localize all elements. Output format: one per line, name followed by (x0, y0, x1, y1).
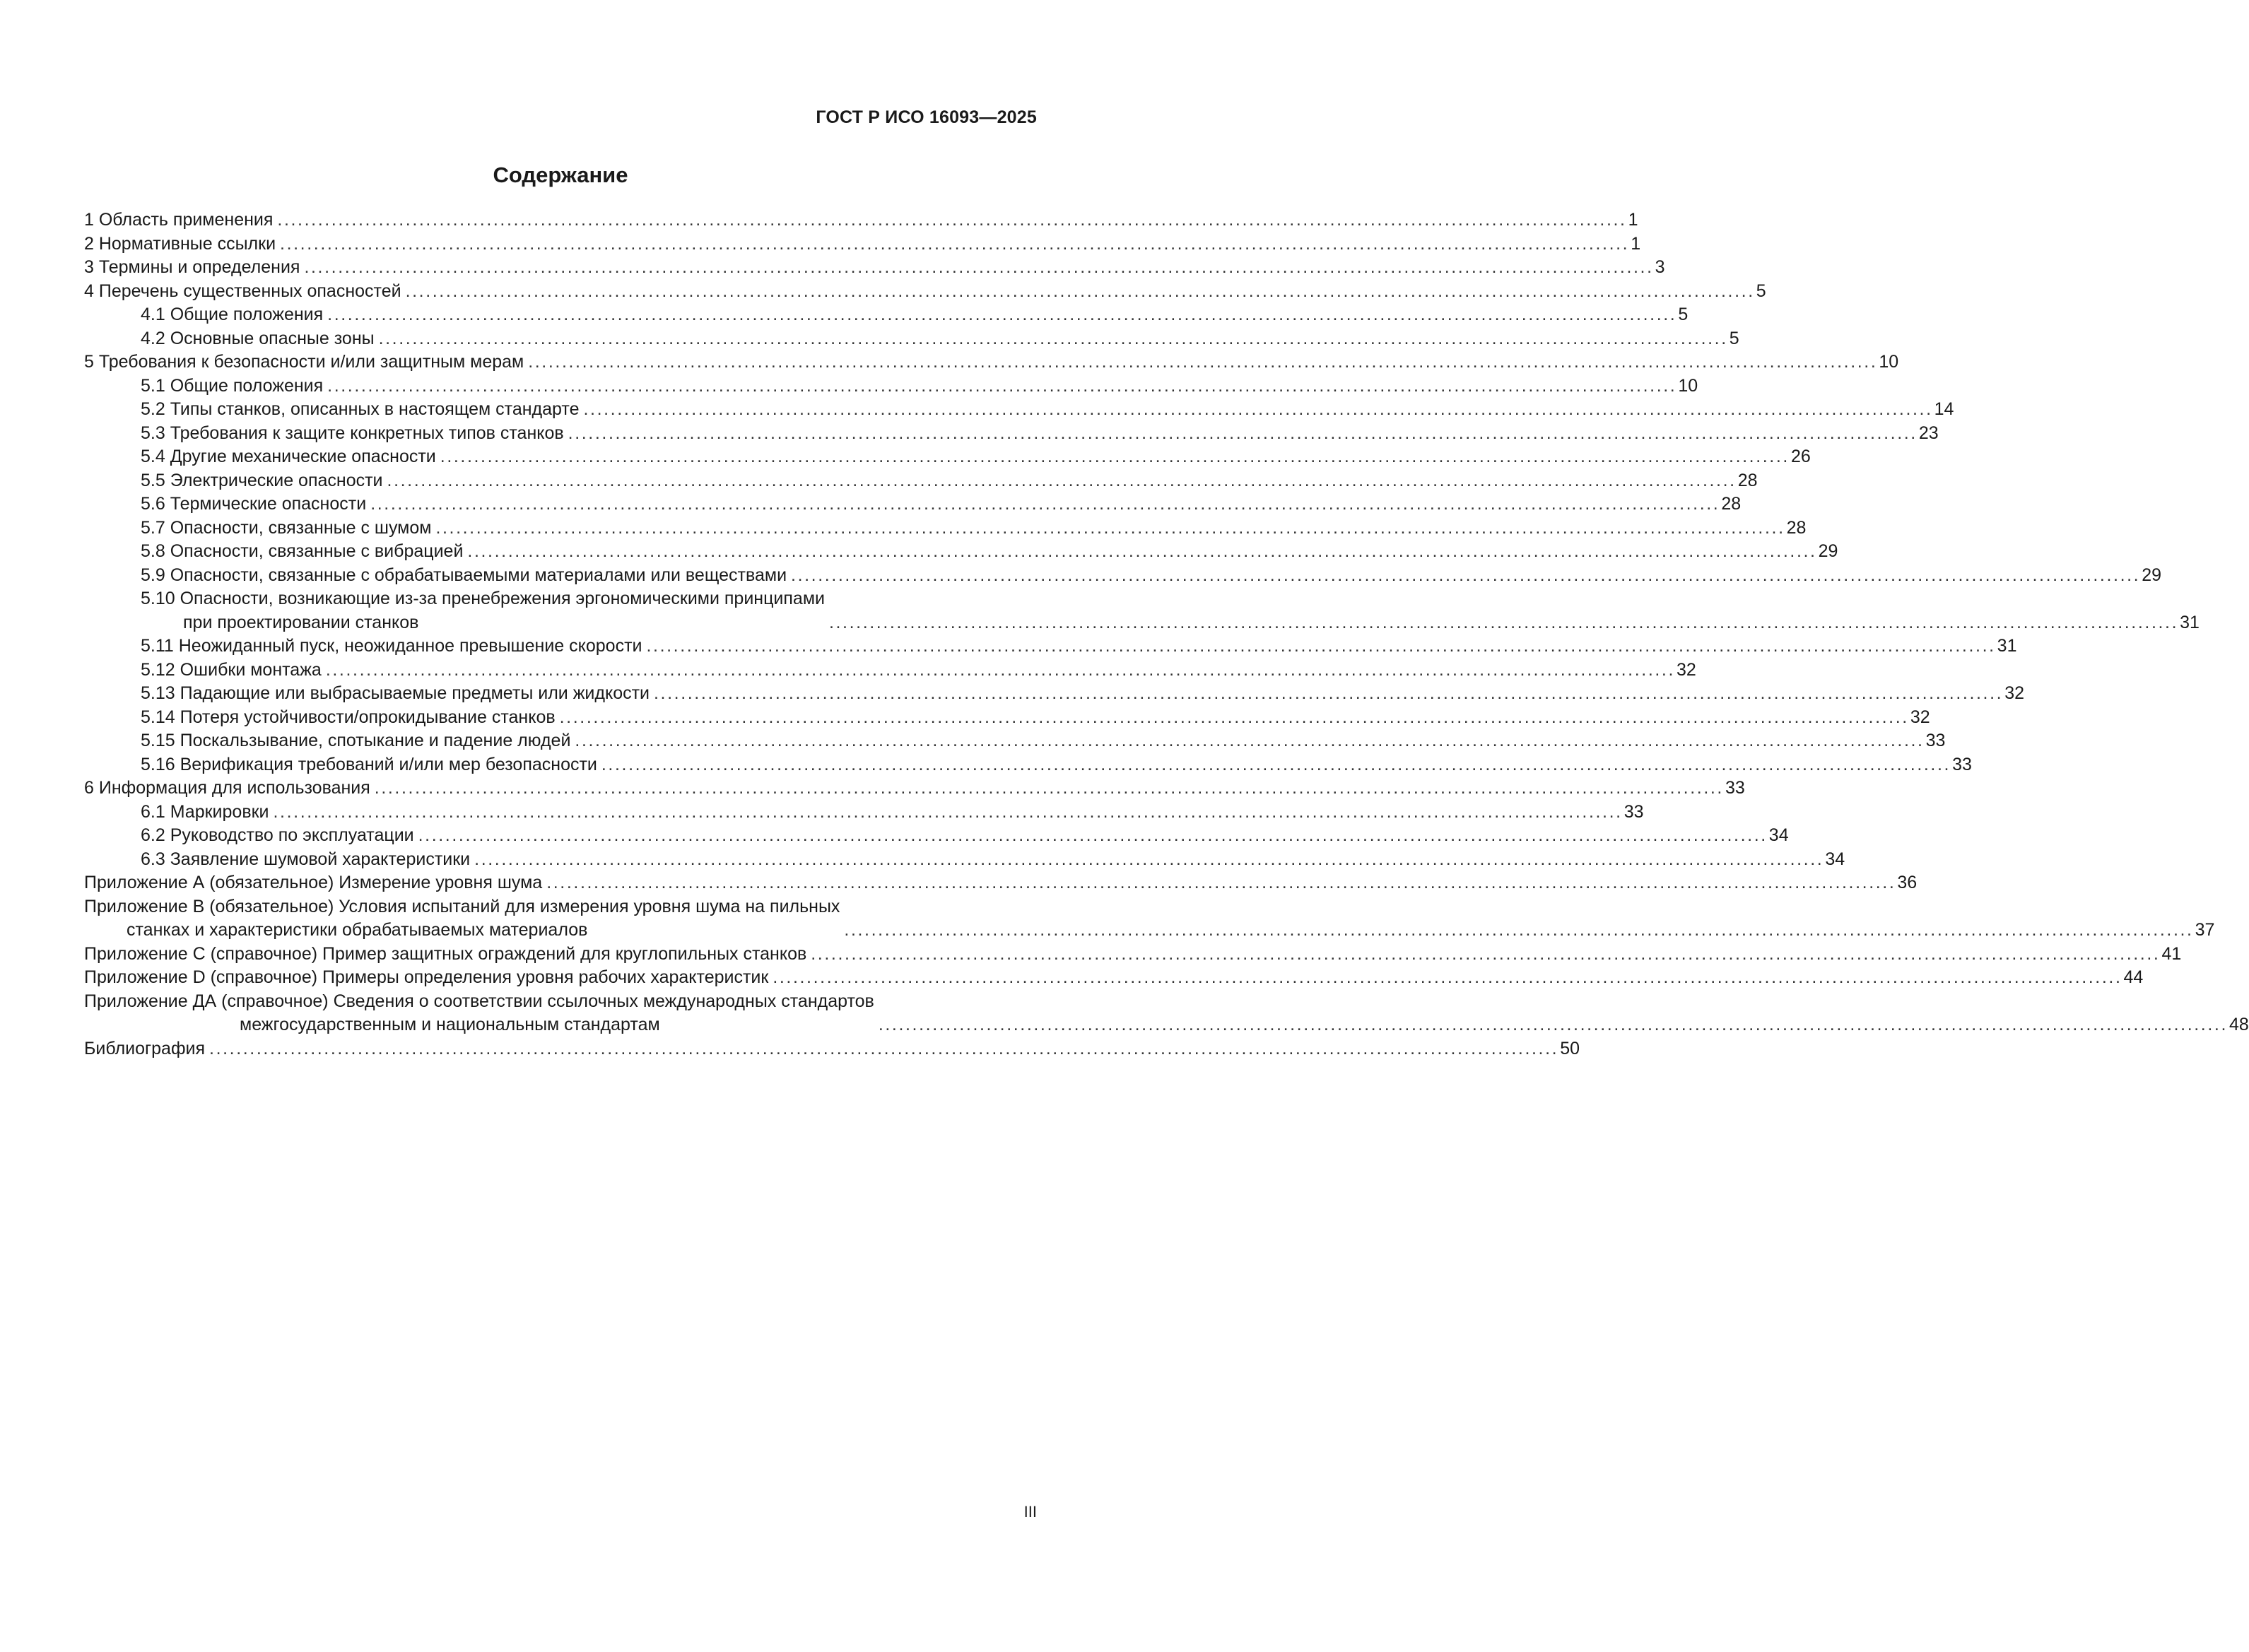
toc-entry[interactable] (84, 801, 1644, 825)
dot-leader: ........................................................................................................................................................................................................ (209, 1038, 1559, 1058)
toc-entry-page: 33 (1925, 731, 1946, 750)
toc-entry-title: 6.3 Заявление шумовой характеристики (141, 849, 471, 869)
toc-entry-page: 10 (1879, 352, 1899, 372)
dot-leader: ........................................................................................................................................................................................................ (387, 470, 1737, 490)
toc-entry-title: 5.6 Термические опасности (141, 494, 367, 514)
toc-entry-title: 5.11 Неожиданный пуск, неожиданное превышение скорости (141, 636, 642, 656)
dot-leader: ........................................................................................................................................................................................................ (280, 233, 1630, 254)
toc-entry-page: 44 (2123, 967, 2144, 987)
toc-entry[interactable] (84, 445, 1811, 469)
toc-entry[interactable] (84, 303, 1689, 327)
dot-leader: ........................................................................................................................................................................................................ (327, 375, 1677, 396)
toc-entry-page: 5 (1756, 281, 1766, 301)
toc-entry[interactable] (84, 1037, 1580, 1061)
dot-leader: ........................................................................................................................................................................................................ (828, 612, 2179, 632)
toc-entry-page: 28 (1786, 517, 1807, 538)
dot-leader: ........................................................................................................................................................................................................ (378, 328, 1728, 348)
toc-entry-title: 5.14 Потеря устойчивости/опрокидывание станков (141, 707, 556, 727)
toc-entry-page: 33 (1725, 778, 1745, 798)
toc-entry-page: 29 (1818, 541, 1838, 561)
toc-entry-page: 3 (1655, 257, 1665, 277)
dot-leader: ........................................................................................................................................................................................................ (575, 731, 1925, 750)
toc-entry-title: 5.9 Опасности, связанные с обрабатываемыми материалами или веществами (141, 565, 787, 585)
toc-entry[interactable] (84, 422, 1939, 446)
toc-entry[interactable] (84, 492, 1742, 517)
dot-leader: ........................................................................................................................................................................................................ (304, 257, 1654, 277)
dot-leader: ........................................................................................................................................................................................................ (878, 1015, 2228, 1034)
toc-entry-title: 3 Термины и определения (84, 257, 300, 277)
toc-entry-title-continuation: станках и характеристики обрабатываемых материалов (127, 920, 588, 940)
dot-leader: ........................................................................................................................................................................................................ (370, 494, 1720, 514)
toc-entry-title: 5.8 Опасности, связанные с вибрацией (141, 541, 464, 561)
dot-leader: ........................................................................................................................................................................................................ (327, 305, 1677, 324)
dot-leader: ........................................................................................................................................................................................................ (583, 399, 1933, 419)
toc-entry-page: 32 (1910, 707, 1930, 727)
table-of-contents (84, 208, 2249, 1061)
toc-entry-title: 1 Область применения (84, 210, 274, 230)
toc-entry-title: 5.2 Типы станков, описанных в настоящем стандарте (141, 399, 580, 419)
dot-leader: ........................................................................................................................................................................................................ (374, 778, 1724, 798)
dot-leader: ........................................................................................................................................................................................................ (773, 967, 2122, 987)
toc-entry-title: 2 Нормативные ссылки (84, 233, 276, 254)
toc-entry-title: 4.1 Общие положения (141, 305, 324, 324)
toc-entry-page: 33 (1952, 754, 1972, 774)
dot-leader: ........................................................................................................................................................................................................ (811, 943, 2161, 964)
dot-leader: ........................................................................................................................................................................................................ (277, 210, 1627, 230)
toc-entry-page: 32 (1677, 659, 1696, 680)
dot-leader: ........................................................................................................................................................................................................ (559, 707, 1909, 727)
toc-heading: Содержание (493, 163, 628, 187)
toc-entry-page: 10 (1678, 375, 1698, 396)
toc-entry[interactable] (84, 895, 2215, 943)
dot-leader: ........................................................................................................................................................................................................ (440, 447, 1790, 466)
toc-entry[interactable] (84, 848, 1845, 872)
toc-entry[interactable] (84, 682, 2024, 706)
toc-entry[interactable] (84, 871, 1918, 895)
page-number: III (1023, 1503, 1037, 1521)
toc-entry[interactable] (84, 943, 2182, 967)
toc-entry-title: 5.16 Верификация требований и/или мер безопасности (141, 754, 597, 774)
toc-entry-title: 6 Информация для использования (84, 778, 370, 798)
toc-entry-page: 50 (1560, 1038, 1580, 1058)
toc-entry-title: Приложение D (справочное) Примеры определения уровня рабочих характеристик (84, 967, 769, 987)
toc-entry-title (141, 587, 825, 635)
toc-entry[interactable] (84, 587, 2200, 635)
dot-leader: ........................................................................................................................................................................................................ (546, 873, 1896, 892)
toc-entry-page: 34 (1768, 825, 1789, 845)
toc-entry[interactable] (84, 327, 1739, 351)
dot-leader: ........................................................................................................................................................................................................ (791, 565, 2141, 585)
toc-entry-title-line: Приложение ДА (справочное) Сведения о соответствии ссылочных международных стандартов (84, 991, 874, 1011)
toc-entry[interactable] (84, 540, 1838, 564)
toc-entry-page: 36 (1897, 873, 1918, 892)
toc-entry-title-continuation: при проектировании станков (183, 612, 419, 632)
toc-entry-title: 5.13 Падающие или выбрасываемые предметы или жидкости (141, 683, 650, 703)
toc-entry-title: 5.3 Требования к защите конкретных типов станков (141, 423, 564, 443)
toc-entry-page: 41 (2161, 943, 2182, 964)
dot-leader: ........................................................................................................................................................................................................ (273, 801, 1623, 822)
toc-entry[interactable] (84, 659, 1696, 683)
dot-leader: ........................................................................................................................................................................................................ (601, 754, 1951, 774)
toc-entry-page: 31 (1997, 636, 2017, 656)
toc-entry[interactable] (84, 824, 1789, 848)
dot-leader: ........................................................................................................................................................................................................ (405, 281, 1755, 301)
dot-leader: ........................................................................................................................................................................................................ (474, 849, 1824, 869)
toc-entry-title: 4 Перечень существенных опасностей (84, 281, 401, 301)
toc-entry[interactable] (84, 706, 1930, 730)
toc-entry-page: 1 (1631, 233, 1641, 254)
toc-entry[interactable] (84, 469, 1758, 493)
toc-entry-title: 5.12 Ошибки монтажа (141, 659, 322, 680)
toc-entry-title: 6.2 Руководство по эксплуатации (141, 825, 414, 845)
dot-leader: ........................................................................................................................................................................................................ (844, 920, 2194, 940)
toc-entry[interactable] (84, 374, 1698, 399)
dot-leader: ........................................................................................................................................................................................................ (528, 352, 1878, 372)
toc-entry[interactable] (84, 990, 2249, 1037)
dot-leader: ........................................................................................................................................................................................................ (418, 825, 1768, 845)
toc-entry-page: 5 (1678, 305, 1689, 324)
toc-entry-title-continuation: межгосударственным и национальным стандартам (240, 1015, 660, 1034)
toc-entry-title: 5.4 Другие механические опасности (141, 447, 436, 466)
toc-entry[interactable] (84, 517, 1807, 541)
dot-leader: ........................................................................................................................................................................................................ (467, 541, 1817, 561)
dot-leader: ........................................................................................................................................................................................................ (654, 683, 2004, 703)
toc-entry-title-line: 5.10 Опасности, возникающие из-за пренебрежения эргономическими принципами (141, 589, 825, 608)
toc-entry-title: 5.5 Электрические опасности (141, 470, 383, 490)
toc-entry-page: 14 (1934, 399, 1954, 419)
toc-entry-page: 33 (1623, 801, 1644, 822)
toc-entry-title: Приложение А (обязательное) Измерение уровня шума (84, 873, 543, 892)
toc-entry-title: 5.15 Поскальзывание, спотыкание и падение людей (141, 731, 571, 750)
document-code: ГОСТ Р ИСО 16093—2025 (816, 107, 1037, 127)
toc-entry-title: 4.2 Основные опасные зоны (141, 328, 375, 348)
toc-entry-title: 5.7 Опасности, связанные с шумом (141, 517, 432, 538)
toc-entry[interactable] (84, 232, 1641, 256)
toc-entry[interactable] (84, 350, 1899, 374)
toc-entry-page: 28 (1721, 494, 1742, 514)
toc-entry-title: Библиография (84, 1038, 206, 1058)
dot-leader: ........................................................................................................................................................................................................ (435, 517, 1785, 538)
toc-entry-title (84, 895, 840, 943)
toc-entry-page: 31 (2180, 612, 2200, 632)
toc-entry[interactable] (84, 398, 1954, 422)
toc-entry-page: 37 (2195, 920, 2215, 940)
toc-entry-title: 5 Требования к безопасности и/или защитным мерам (84, 352, 524, 372)
dot-leader: ........................................................................................................................................................................................................ (325, 659, 1676, 680)
toc-entry[interactable] (84, 729, 1946, 753)
toc-entry[interactable] (84, 777, 1745, 801)
toc-entry-page: 1 (1628, 210, 1638, 230)
toc-entry-title-line: Приложение В (обязательное) Условия испытаний для измерения уровня шума на пильных (84, 896, 840, 916)
toc-entry[interactable] (84, 564, 2162, 588)
toc-entry[interactable] (84, 256, 1665, 280)
toc-entry-title: 5.1 Общие положения (141, 375, 324, 396)
toc-entry-page: 28 (1737, 470, 1758, 490)
toc-entry-page: 23 (1918, 423, 1939, 443)
toc-entry[interactable] (84, 208, 1638, 232)
toc-entry-page: 5 (1729, 328, 1739, 348)
toc-entry[interactable] (84, 753, 1972, 777)
toc-entry-page: 32 (2004, 683, 2024, 703)
toc-entry-page: 34 (1825, 849, 1845, 869)
toc-entry-page: 29 (2142, 565, 2162, 585)
toc-entry[interactable] (84, 635, 2017, 659)
toc-entry-page: 48 (2229, 1015, 2249, 1034)
dot-leader: ........................................................................................................................................................................................................ (646, 636, 1996, 656)
toc-entry-title: 6.1 Маркировки (141, 801, 269, 822)
toc-entry[interactable] (84, 280, 1766, 304)
toc-entry-page: 26 (1790, 447, 1811, 466)
toc-entry-title (84, 990, 874, 1037)
toc-entry[interactable] (84, 966, 2144, 990)
dot-leader: ........................................................................................................................................................................................................ (568, 423, 1918, 443)
toc-entry-title: Приложение С (справочное) Пример защитных ограждений для круглопильных станков (84, 943, 807, 964)
